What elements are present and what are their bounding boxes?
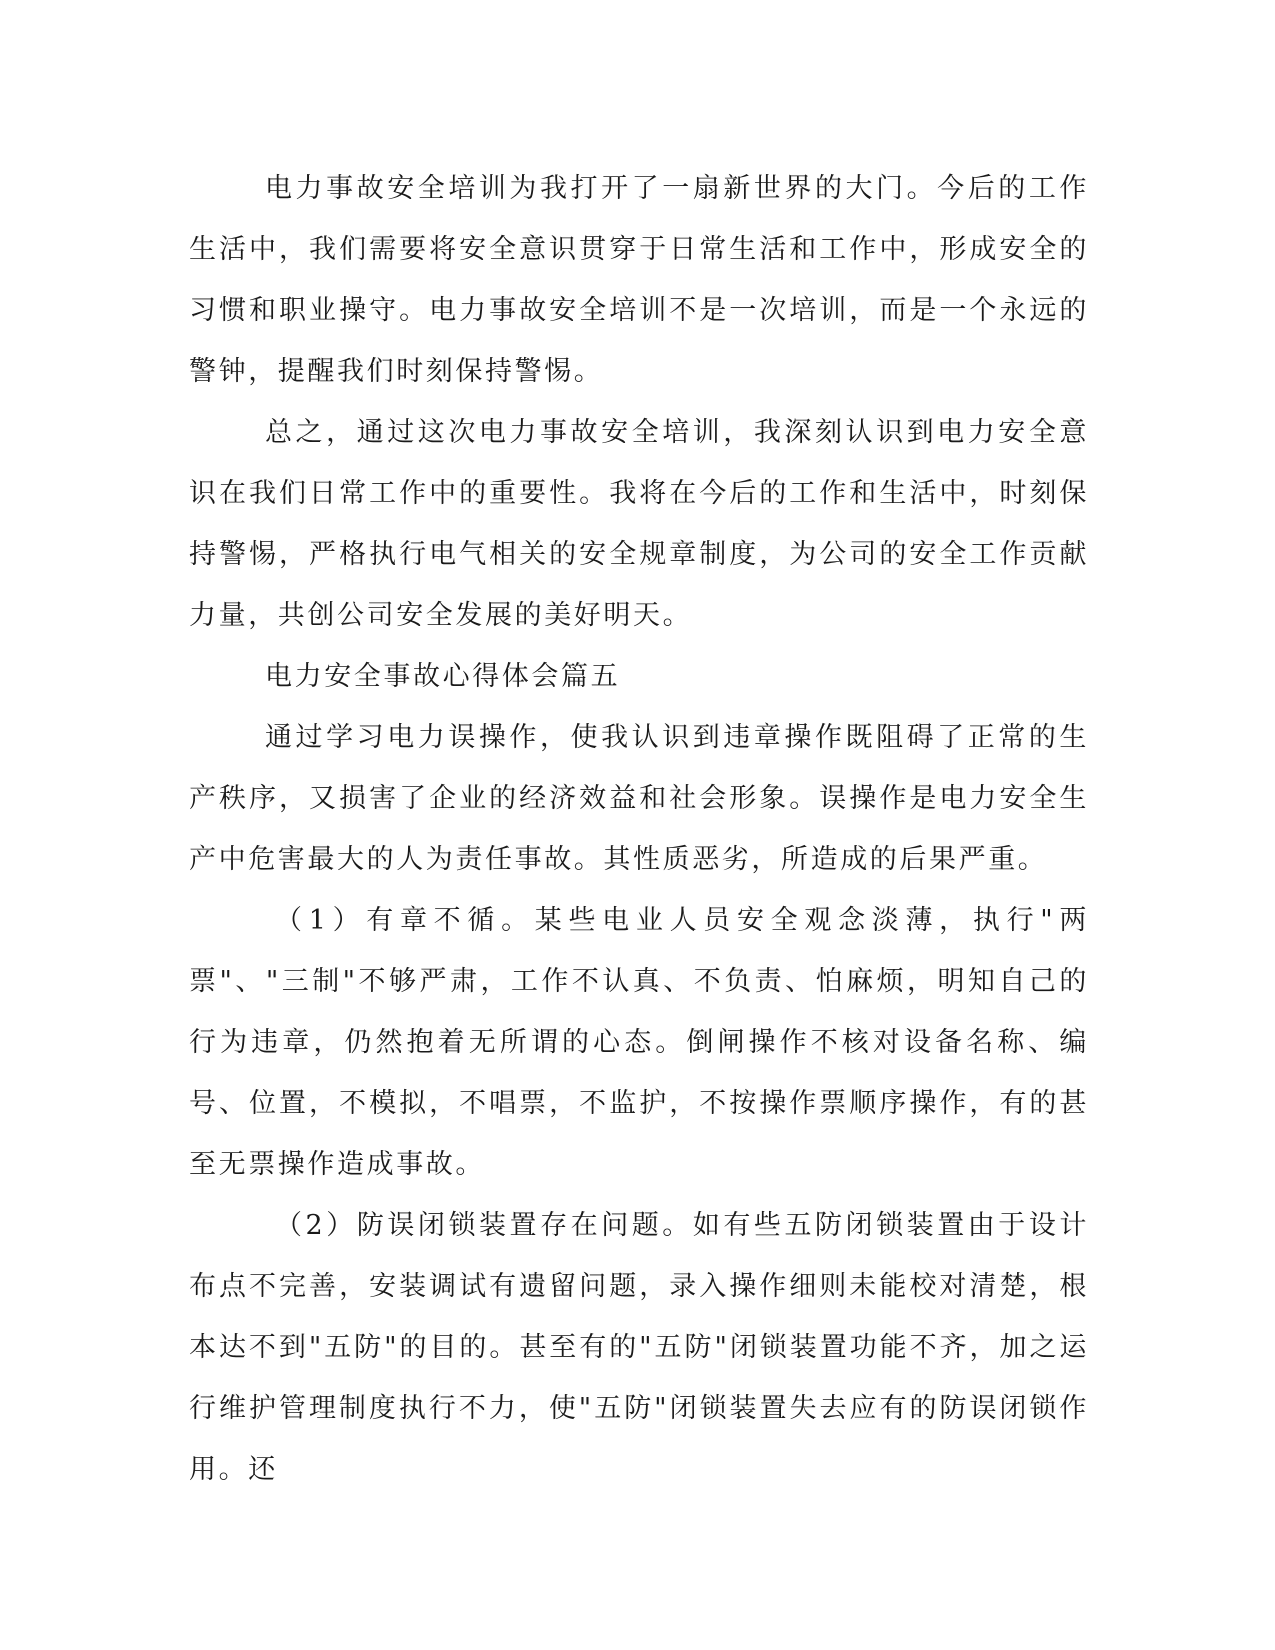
section-heading: 电力安全事故心得体会篇五 bbox=[265, 661, 621, 692]
paragraph-summary: 总之，通过这次电力事故安全培训，我深刻认识到电力安全意识在我们日常工作中的重要性。我将在今后的工作和生活中，时刻保持警惕，严格执行电气相关的安全规章制度，为公司的安全工作贡献力量，共创公司安全发展的美好明天。 bbox=[189, 417, 1089, 631]
paragraph-item-1: （1）有章不循。某些电业人员安全观念淡薄，执行"两票"、"三制"不够严肃，工作不认真、不负责、怕麻烦，明知自己的行为违章，仍然抱着无所谓的心态。倒闸操作不核对设备名称、编号、位置，不模拟，不唱票，不监护，不按操作票顺序操作，有的甚至无票操作造成事故。 bbox=[189, 905, 1089, 1180]
document-body bbox=[189, 158, 1089, 1500]
paragraph-item-2: （2）防误闭锁装置存在问题。如有些五防闭锁装置由于设计布点不完善，安装调试有遗留问题，录入操作细则未能校对清楚，根本达不到"五防"的目的。甚至有的"五防"闭锁装置功能不齐，加之运行维护管理制度执行不力，使"五防"闭锁装置失去应有的防误闭锁作用。还 bbox=[189, 1210, 1089, 1485]
paragraph-training-door: 电力事故安全培训为我打开了一扇新世界的大门。今后的工作生活中，我们需要将安全意识贯穿于日常生活和工作中，形成安全的习惯和职业操守。电力事故安全培训不是一次培训，而是一个永远的警钟，提醒我们时刻保持警惕。 bbox=[189, 173, 1089, 387]
paragraph-misoperation-intro: 通过学习电力误操作，使我认识到违章操作既阻碍了正常的生产秩序，又损害了企业的经济效益和社会形象。误操作是电力安全生产中危害最大的人为责任事故。其性质恶劣，所造成的后果严重。 bbox=[189, 722, 1089, 875]
